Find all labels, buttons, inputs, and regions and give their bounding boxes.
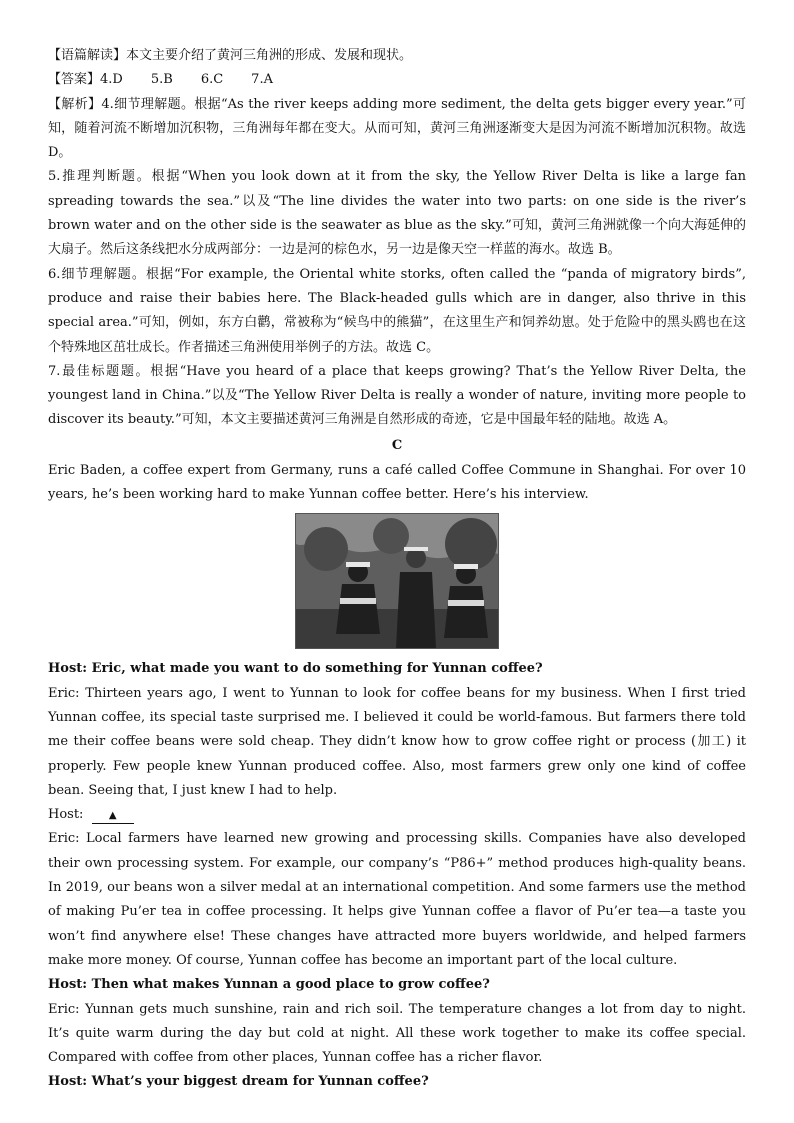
passage-lead: Eric Baden, a coffee expert from Germany, runs a café called Coffee Commune in Shanghai. For over 10 years, he’s been working hard to make Yunnan coffee better. Here’s his interview. [48, 462, 746, 503]
document-page [48, 44, 746, 1095]
answer-5: 5.B [150, 72, 173, 88]
eric-answer-1: Eric: Thirteen years ago, I went to Yunnan to look for coffee beans for my business. When I first tried Yunnan coffee, its special taste surprised me. I believed it could be world-famous. But farmers there told me their coffee beans were sold cheap. They didn’t know how to grow coffee right or process (加工) it properly. Few people knew Yunnan produced coffee. Also, most farmers grew only one kind of coffee bean. Seeing that, I just knew I had to help. [48, 685, 746, 798]
analysis-6: 6.细节理解题。根据“For example, the Oriental white storks, often called the “panda of migratory birds”, produce and raise their babies here. The Black-headed gulls which are in danger, also thrive in this special area.”可知，例如，东方白鹳，常被称为“候鸟中的熊猫”，在这里生产和饲养幼崽。处于危险中的黑头鸥也在这个特殊地区茁壮成长。作者描述三角洲使用举例子的方法。故选 C。 [48, 266, 746, 355]
section-letter: C [391, 437, 403, 453]
answer-4: 4.D [100, 72, 123, 88]
interview-passage [48, 459, 746, 1095]
answer-6: 6.C [200, 72, 224, 88]
host-question-3: Host: Then what makes Yunnan a good place to grow coffee? [48, 977, 490, 993]
answer-7: 7.A [251, 72, 273, 88]
eric-answer-3: Eric: Yunnan gets much sunshine, rain and rich soil. The temperature changes a lot from day to night. It’s quite warm during the day but cold at night. All these work together to make its coffee special. Compared with coffee from other places, Yunnan coffee has a richer flavor. [48, 1001, 746, 1066]
eric-answer-2: Eric: Local farmers have learned new growing and processing skills. Companies have also developed their own processing system. For example, our company’s “P86+” method produces high-quality beans. In 2019, our beans won a silver medal at an international competition. And some farmers use the method of making Pu’er tea in coffee processing. It helps give Yunnan coffee a flavor of Pu’er tea—a taste you won’t find anywhere else! These changes have attracted more buyers worldwide, and helped farmers make more money. Of course, Yunnan coffee has become an important part of the local culture. [48, 831, 746, 968]
host-question-1: Host: Eric, what made you want to do something for Yunnan coffee? [48, 661, 543, 677]
host-question-4: Host: What’s your biggest dream for Yunnan coffee? [48, 1074, 429, 1090]
analysis-5: 5.推理判断题。根据“When you look down at it from the sky, the Yellow River Delta is like a large fan spreading towards the sea.”以及“The line divides the water into two parts: on one side is the river’s brown water and on the other side is the seawater as blue as the sky.”可知，黄河三角洲就像一个向大海延伸的大扇子。然后这条线把水分成两部分：一边是河的棕色水，另一边是像天空一样蓝的海水。故选 B。 [48, 169, 746, 258]
photo-figure [48, 513, 746, 649]
analysis-7: 7.最佳标题题。根据“Have you heard of a place that keeps growing? That’s the Yellow River Delta, the youngest land in China.”以及“The Yellow River Delta is really a wonder of nature, inviting more people to discover its beauty.”可知，本文主要描述黄河三角洲是自然形成的奇迹，它是中国最年轻的陆地。故选 A。 [48, 363, 746, 428]
host-label: Host: [48, 807, 84, 823]
host-blank-line [48, 803, 746, 827]
answer-line [48, 68, 746, 92]
answer-blank[interactable]: ▲ [92, 809, 134, 824]
interview-photo [295, 513, 499, 649]
answers-label: 【答案】 [48, 72, 101, 88]
analysis-4: 【解析】4.细节理解题。根据“As the river keeps adding more sediment, the delta gets bigger every year.”可知，随着河流不断增加沉积物，三角洲每年都在变大。从而可知，黄河三角洲逐渐变大是因为河流不断增加沉积物。故选 D。 [48, 96, 746, 161]
passage-summary: 【语篇解读】本文主要介绍了黄河三角洲的形成、发展和现状。 [48, 48, 413, 63]
photo-illustration [296, 514, 498, 648]
answer-analysis-block [48, 44, 746, 433]
